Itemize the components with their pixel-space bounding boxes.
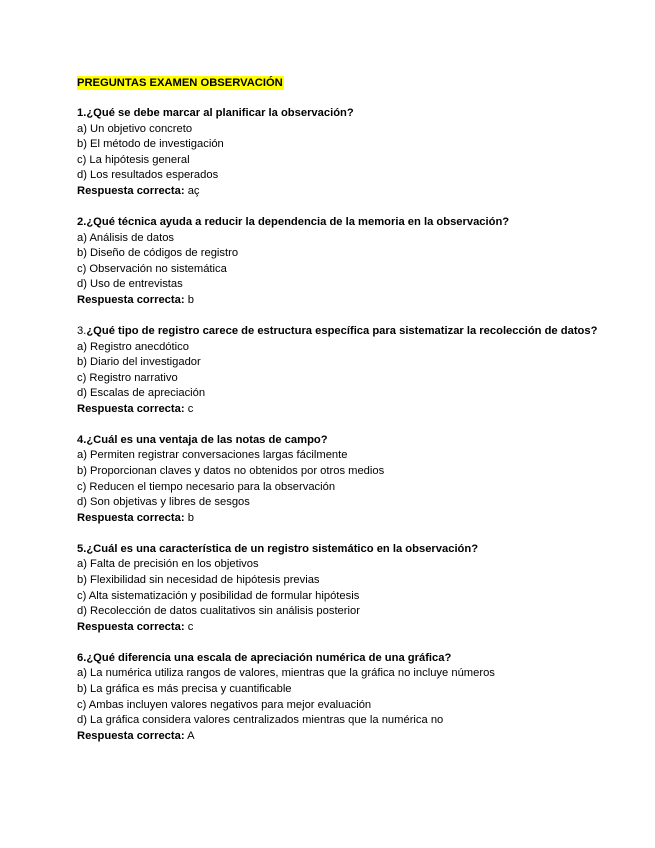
option: c) Ambas incluyen valores negativos para mejor evaluación <box>77 698 372 711</box>
question-prompt: ¿Qué se debe marcar al planificar la observación? <box>86 107 354 119</box>
question-number: 3. <box>77 324 87 337</box>
answer-line <box>77 293 637 309</box>
option: b) Diario del investigador <box>77 356 201 369</box>
answer-value: b <box>187 511 194 524</box>
answer-line <box>77 184 637 200</box>
question-text <box>77 542 637 558</box>
question-number: 4. <box>77 433 87 446</box>
answer-value: A <box>187 729 195 742</box>
question-number: 1. <box>77 107 87 119</box>
option: c) Registro narrativo <box>77 371 178 384</box>
question-6 <box>77 651 637 745</box>
answer-line <box>77 511 637 527</box>
question-text <box>77 106 637 122</box>
option: d) Escalas de apreciación <box>77 387 206 400</box>
option: d) Recolección de datos cualitativos sin análisis posterior <box>77 605 360 618</box>
question-text <box>77 433 637 449</box>
option: d) Son objetivas y libres de sesgos <box>77 496 250 509</box>
question-number: 6. <box>77 651 87 664</box>
option: a) La numérica utiliza rangos de valores, mientras que la gráfica no incluye números <box>77 667 495 680</box>
answer-label: Respuesta correcta: <box>77 620 185 633</box>
answer-label: Respuesta correcta: <box>77 511 185 524</box>
question-prompt: ¿Qué tipo de registro carece de estructura específica para sistematizar la recolección de datos? <box>86 324 598 337</box>
document-page <box>77 76 637 760</box>
answer-label: Respuesta correcta: <box>77 293 185 306</box>
question-5 <box>77 542 637 636</box>
option: b) Flexibilidad sin necesidad de hipótesis previas <box>77 574 320 586</box>
option: a) Registro anecdótico <box>77 340 189 353</box>
answer-value: c <box>187 402 194 415</box>
answer-label: Respuesta correcta: <box>77 402 185 415</box>
answer-value: aç <box>187 184 200 197</box>
answer-value: c <box>187 620 194 633</box>
option: c) Alta sistematización y posibilidad de formular hipótesis <box>77 589 360 602</box>
question-text <box>77 651 637 667</box>
answer-line <box>77 402 637 418</box>
question-2 <box>77 215 637 309</box>
question-text <box>77 324 637 340</box>
option: d) Los resultados esperados <box>77 169 219 182</box>
option: b) Diseño de códigos de registro <box>77 247 239 260</box>
option: b) La gráfica es más precisa y cuantificable <box>77 682 292 695</box>
question-text <box>77 215 637 231</box>
page-title: PREGUNTAS EXAMEN OBSERVACIÓN <box>77 77 283 89</box>
option: b) Proporcionan claves y datos no obtenidos por otros medios <box>77 465 385 478</box>
answer-label: Respuesta correcta: <box>77 184 185 197</box>
option: b) El método de investigación <box>77 138 224 151</box>
option: a) Falta de precisión en los objetivos <box>77 558 259 571</box>
option: c) Observación no sistemática <box>77 262 227 275</box>
answer-line <box>77 620 637 636</box>
answer-label: Respuesta correcta: <box>77 729 185 742</box>
option: d) La gráfica considera valores centralizados mientras que la numérica no <box>77 714 444 727</box>
question-number: 5. <box>77 542 87 555</box>
question-1 <box>77 106 637 200</box>
question-3 <box>77 324 637 418</box>
question-4 <box>77 433 637 527</box>
question-prompt: ¿Qué técnica ayuda a reducir la dependencia de la memoria en la observación? <box>86 215 510 228</box>
option: c) La hipótesis general <box>77 153 190 166</box>
question-prompt: ¿Cuál es una característica de un registro sistemático en la observación? <box>86 542 479 555</box>
question-prompt: ¿Qué diferencia una escala de apreciación numérica de una gráfica? <box>86 651 452 664</box>
question-prompt: ¿Cuál es una ventaja de las notas de campo? <box>86 433 328 446</box>
option: c) Reducen el tiempo necesario para la observación <box>77 480 336 493</box>
answer-value: b <box>187 293 194 306</box>
option: a) Permiten registrar conversaciones largas fácilmente <box>77 449 348 462</box>
option: d) Uso de entrevistas <box>77 278 183 291</box>
option: a) Un objetivo concreto <box>77 122 193 135</box>
question-number: 2. <box>77 215 87 228</box>
answer-line <box>77 729 637 745</box>
option: a) Análisis de datos <box>77 231 175 244</box>
